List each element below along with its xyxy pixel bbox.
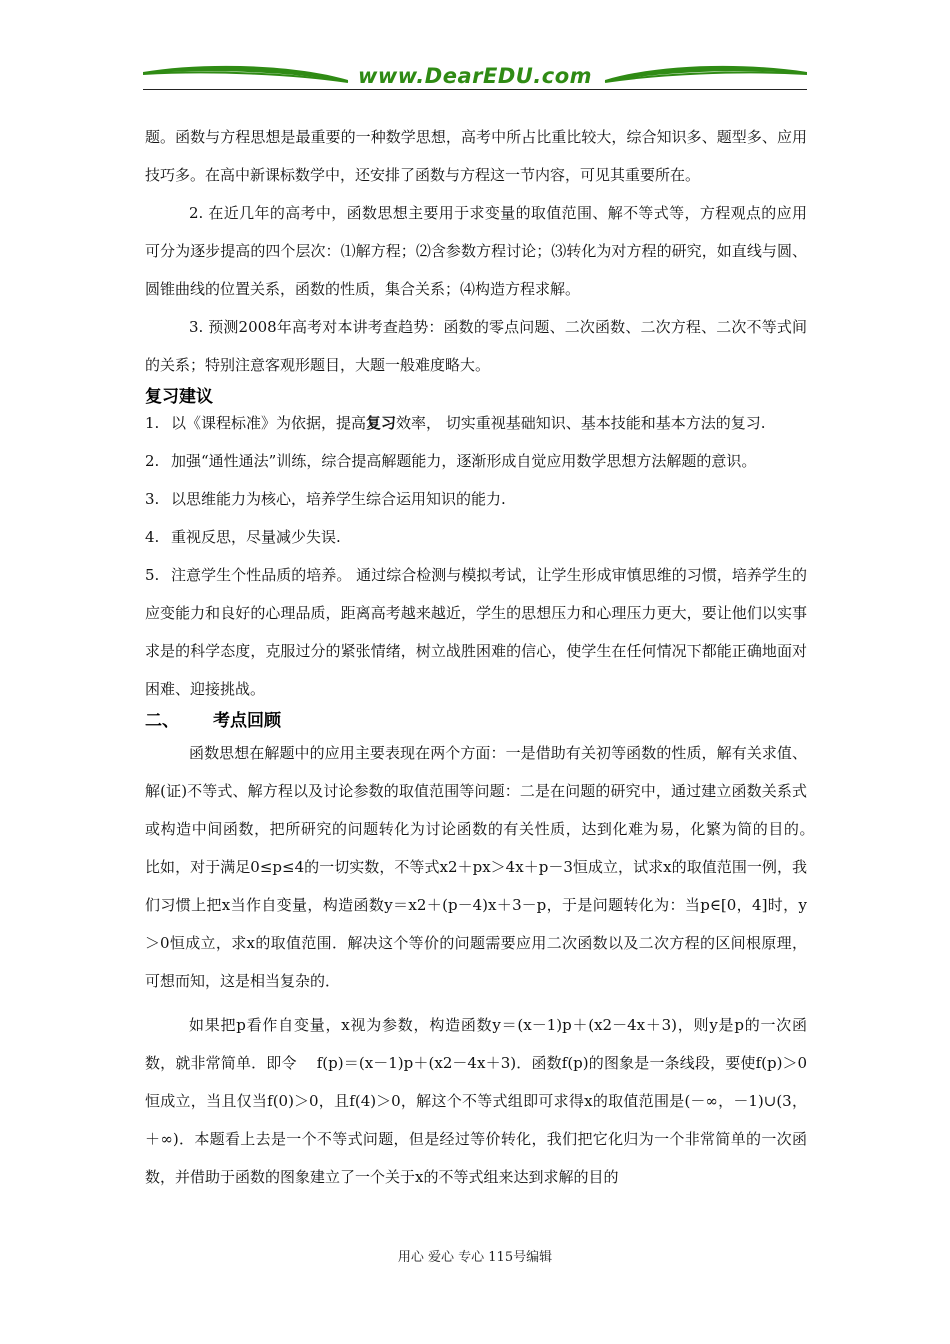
review-heading: 复习建议 bbox=[145, 387, 213, 407]
review-item-text: 加强“通性通法”训练，综合提高解题能力，逐渐形成自觉应用数学思想方法解题的意识。 bbox=[171, 452, 757, 470]
review-item-number: 3. bbox=[145, 490, 160, 508]
page-header bbox=[143, 62, 807, 94]
review-item-5 bbox=[145, 556, 807, 708]
review-item-text: 以思维能力为核心，培养学生综合运用知识的能力. bbox=[171, 490, 506, 508]
page-footer: 用心 爱心 专心 115号编辑 bbox=[397, 1250, 553, 1265]
section-2-paragraph-1: 函数思想在解题中的应用主要表现在两个方面：一是借助有关初等函数的性质，解有关求值、解(证)不等式、解方程以及讨论参数的取值范围等问题：二是在问题的研究中，通过建立函数关系式或构造中间函数，把所研究的问题转化为讨论函数的有关性质，达到化难为易，化繁为简的目的。 比如，对于满足0≤p≤4的一切实数，不等式x2＋px＞4x＋p－3恒成立，试求x的取值范围一例，我们习惯上把x当作自变量，构造函数y＝x2＋(p－4)x＋3－p，于是问题转化为：当p∈[0，4]时，y＞0恒成立，求x的取值范围．解决这个等价的问题需要应用二次函数以及二次方程的区间根原理，可想而知，这是相当复杂的． bbox=[145, 744, 823, 990]
section-2-heading bbox=[145, 708, 807, 734]
review-item-4 bbox=[145, 518, 807, 556]
brand-logo-text: www.DearEDU.com bbox=[357, 64, 593, 88]
review-item-2 bbox=[145, 442, 807, 480]
review-item-bold-text: 复习 bbox=[366, 414, 397, 432]
paragraph-point-2: 2. 在近几年的高考中，函数思想主要用于求变量的取值范围、解不等式等，方程观点的应用可分为逐步提高的四个层次：⑴解方程；⑵含参数方程讨论；⑶转化为对方程的研究，如直线与圆、圆锥曲线的位置关系，函数的性质，集合关系；⑷构造方程求解。 bbox=[145, 204, 807, 298]
paragraph-point-3: 3. 预测2008年高考对本讲考查趋势：函数的零点问题、二次函数、二次方程、二次不等式间的关系；特别注意客观形题目，大题一般难度略大。 bbox=[145, 318, 807, 374]
section-number: 二、 bbox=[145, 711, 179, 731]
review-item-number: 1. bbox=[145, 414, 160, 432]
review-item-1 bbox=[145, 410, 807, 436]
review-item-3 bbox=[145, 480, 807, 518]
review-item-text: 效率， 切实重视基础知识、基本技能和基本方法的复习. bbox=[396, 414, 766, 432]
section-title: 考点回顾 bbox=[213, 711, 281, 731]
review-item-number: 5. bbox=[145, 566, 160, 584]
review-item-number: 2. bbox=[145, 452, 160, 470]
paragraph-intro-continued: 题。函数与方程思想是最重要的一种数学思想，高考中所占比重比较大，综合知识多、题型多、应用技巧多。在高中新课标数学中，还安排了函数与方程这一节内容，可见其重要所在。 bbox=[145, 128, 807, 184]
review-item-text: 以《课程标准》为依据，提高 bbox=[171, 414, 367, 432]
document-body bbox=[145, 118, 823, 1196]
review-item-text: 重视反思，尽量减少失误. bbox=[171, 528, 341, 546]
review-item-number: 4. bbox=[145, 528, 160, 546]
header-rule bbox=[143, 89, 807, 90]
section-2-paragraph-2: 如果把p看作自变量，x视为参数，构造函数y＝(x－1)p＋(x2－4x＋3)，则y是p的一次函数，就非常简单．即令 f(p)＝(x－1)p＋(x2－4x＋3)．函数f(p)的图象是一条线段，要使f(p)＞0恒成立，当且仅当f(0)＞0，且f(4)＞0，解这个不等式组即可求得x的取值范围是(－∞，－1)∪(3，＋∞)．本题看上去是一个不等式问题，但是经过等价转化，我们把它化归为一个非常简单的一次函数，并借助于函数的图象建立了一个关于x的不等式组来达到求解的目的 bbox=[145, 1016, 807, 1186]
review-item-text: 注意学生个性品质的培养。 通过综合检测与模拟考试，让学生形成审慎思维的习惯，培养学生的应变能力和良好的心理品质，距离高考越来越近，学生的思想压力和心理压力更大，要让他们以实事求是的科学态度，克服过分的紧张情绪，树立战胜困难的信心，使学生在任何情况下都能正确地面对困难、迎接挑战。 bbox=[145, 566, 807, 698]
